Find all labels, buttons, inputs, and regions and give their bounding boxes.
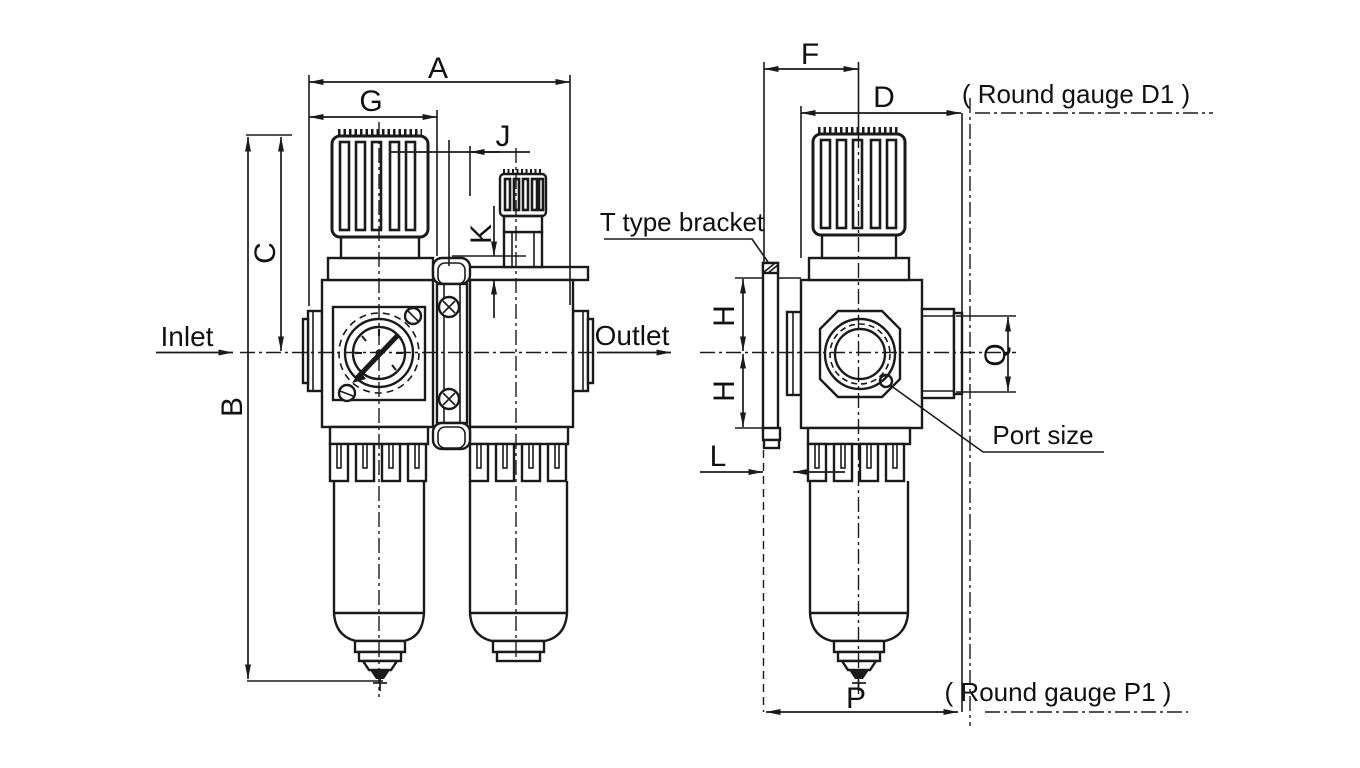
- dim-label-P: P: [845, 682, 867, 715]
- dim-Q: [956, 316, 1016, 392]
- inlet-label: Inlet: [160, 321, 214, 352]
- outlet-label: Outlet: [594, 320, 670, 351]
- round-gauge-p1-label: ( Round gauge P1 ): [944, 677, 1172, 707]
- clamp-screw-top: [439, 297, 459, 317]
- outlet-port-flange: [573, 311, 593, 391]
- gauge-screw-bottomleft: [339, 385, 355, 401]
- clamp-screw-bottom: [439, 389, 459, 409]
- lubricator-bowl: [470, 481, 567, 661]
- dim-label-Q: Q: [979, 343, 1012, 367]
- lubricator-knob: [500, 172, 546, 217]
- dim-label-G: G: [359, 85, 383, 118]
- dim-C: [249, 137, 282, 351]
- dim-label-L: L: [709, 440, 727, 473]
- bracket-label: T type bracket: [599, 207, 765, 237]
- inlet-annotation: [156, 321, 233, 353]
- port-size-label: Port size: [992, 420, 1094, 450]
- t-clamp: [433, 258, 470, 449]
- side-port-face: [820, 311, 900, 397]
- lubricator-body: [458, 216, 588, 427]
- side-outlet-boss: [922, 309, 962, 398]
- side-view: [600, 38, 1213, 726]
- gauge-screw-topright: [405, 308, 421, 324]
- round-gauge-p1-annotation: [945, 677, 1188, 712]
- lubricator-bowl-guard: [470, 427, 568, 481]
- dim-label-B: B: [216, 396, 249, 418]
- dim-P: [766, 682, 958, 715]
- inlet-port-flange: [303, 311, 322, 391]
- dim-label-C: C: [249, 242, 282, 264]
- dim-label-F: F: [800, 38, 820, 71]
- regulator-knob: [332, 133, 428, 238]
- dim-label-D: D: [873, 81, 895, 114]
- t-bracket-side: [763, 263, 780, 448]
- front-view: [156, 52, 671, 697]
- outlet-annotation: [595, 320, 671, 353]
- drain-cock: [370, 670, 390, 679]
- bracket-annotation: [600, 207, 768, 262]
- dim-label-H-lower: H: [708, 380, 741, 402]
- round-gauge-d1-annotation: [962, 79, 1213, 113]
- dim-label-J: J: [495, 120, 511, 153]
- dim-H-lower: [708, 354, 764, 428]
- dim-label-H-upper: H: [708, 305, 741, 327]
- side-centerlines: [700, 62, 1016, 726]
- dim-label-A: A: [427, 52, 449, 85]
- dim-H-upper: [708, 278, 764, 351]
- dim-label-K: K: [465, 223, 498, 245]
- round-gauge-d1-label: ( Round gauge D1 ): [961, 79, 1191, 109]
